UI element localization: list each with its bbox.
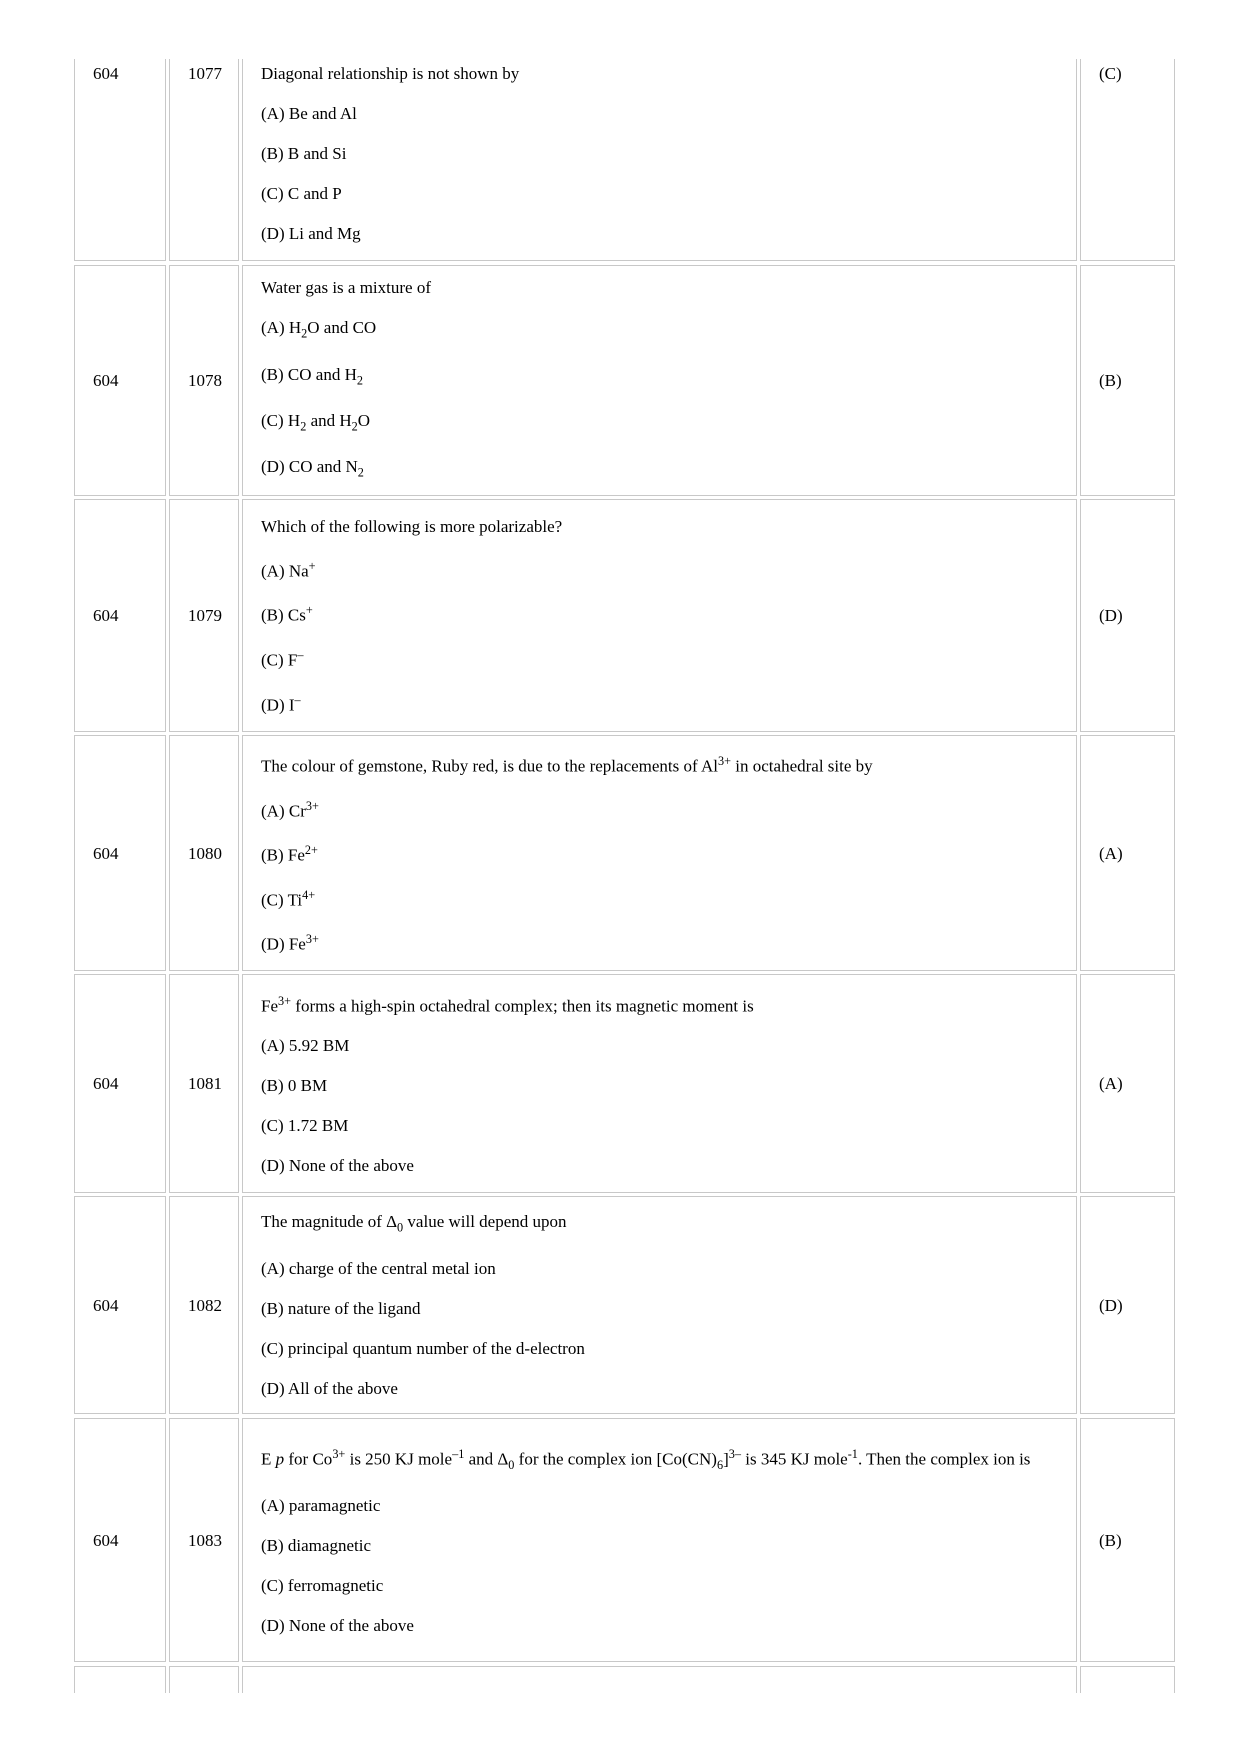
subscript: 2 (301, 326, 308, 341)
answer-cell (1080, 265, 1175, 496)
text-run: (B) Cs (261, 606, 306, 625)
text-run: and Δ (464, 1449, 509, 1469)
question-number: 1078 (188, 371, 222, 390)
text-run: (A) Cr (261, 801, 306, 821)
answer-cell (1080, 499, 1175, 732)
text-run: (D) CO and N (261, 457, 358, 477)
option-text (261, 1338, 585, 1359)
subscript: 0 (508, 1458, 515, 1473)
text-run: (D) I (261, 695, 295, 715)
question-cell (242, 974, 1077, 1193)
paper-code: 604 (93, 1295, 119, 1315)
option-text (261, 364, 363, 391)
text-run: (B) CO and H (261, 364, 357, 384)
text-run: Which of the following is more polarizable? (261, 516, 563, 536)
option-text (261, 1035, 349, 1056)
question-number: 1083 (188, 1530, 222, 1550)
superscript: – (297, 648, 304, 662)
text-run: (D) Fe (261, 935, 306, 955)
paper-code-cell (74, 59, 166, 261)
superscript: 3– (728, 1446, 741, 1461)
text-run: Diagonal relationship is not shown by (261, 64, 520, 83)
option-text (261, 796, 319, 822)
option-text (261, 456, 364, 483)
answer-cell (1080, 974, 1175, 1193)
superscript: 3+ (305, 798, 319, 813)
paper-code-cell (74, 1418, 166, 1662)
text-run: Water gas is a mixture of (261, 278, 431, 298)
paper-code: 604 (93, 606, 119, 625)
question-cell (242, 1666, 1077, 1693)
question-text (261, 991, 754, 1017)
question-number-cell (169, 499, 239, 732)
text-run: (D) None of the above (261, 1156, 414, 1176)
question-cell (242, 1196, 1077, 1414)
text-run: (A) charge of the central metal ion (261, 1258, 496, 1278)
question-cell (242, 59, 1077, 261)
question-number: 1077 (188, 64, 222, 83)
question-cell (242, 265, 1077, 496)
superscript: –1 (452, 1446, 465, 1461)
answer-key: (C) (1099, 64, 1122, 83)
subscript: 2 (356, 373, 363, 387)
option-text (261, 410, 370, 437)
answer-cell (1080, 59, 1175, 261)
question-number-cell (169, 735, 239, 971)
option-text (261, 840, 318, 866)
text-run: (A) Na (261, 561, 309, 581)
option-text (261, 600, 313, 626)
option-text (261, 1298, 421, 1319)
text-run: and H (306, 411, 352, 430)
option-text (261, 103, 357, 124)
paper-code-cell (74, 735, 166, 971)
subscript: 2 (300, 419, 307, 434)
table-row-partial (0, 1666, 1240, 1693)
option-text (261, 183, 342, 204)
table-row (0, 1196, 1240, 1414)
subscript: 2 (351, 419, 358, 434)
option-text (261, 1258, 496, 1279)
table-row (0, 499, 1240, 732)
text-run: value will depend upon (403, 1212, 567, 1232)
text-run: for the complex ion [Co(CN) (514, 1449, 717, 1469)
question-cell (242, 1418, 1077, 1662)
question-text (261, 277, 431, 298)
option-text (261, 885, 315, 911)
question-number: 1080 (188, 843, 222, 863)
option-text (261, 1535, 371, 1556)
text-run: is 345 KJ mole (741, 1449, 848, 1469)
paper-code-cell (74, 1666, 166, 1693)
question-cell (242, 499, 1077, 732)
superscript: 3+ (332, 1446, 346, 1461)
subscript: 2 (357, 465, 364, 480)
superscript: 2+ (304, 843, 318, 858)
question-number: 1082 (188, 1295, 222, 1315)
paper-code: 604 (93, 64, 119, 83)
superscript: 3+ (718, 753, 732, 768)
text-run: (C) C and P (261, 184, 342, 203)
question-text (261, 1211, 567, 1238)
table-row (0, 265, 1240, 496)
option-text (261, 223, 361, 244)
text-run: (A) 5.92 BM (261, 1036, 350, 1056)
question-number: 1081 (188, 1074, 222, 1093)
text-run: (B) B and Si (261, 144, 347, 163)
subscript: 6 (716, 1458, 724, 1473)
superscript: -1 (847, 1446, 858, 1461)
paper-code-cell (74, 974, 166, 1193)
question-number-cell (169, 1666, 239, 1693)
text-run: (A) H (261, 318, 302, 338)
superscript: + (308, 558, 316, 573)
paper-code: 604 (93, 371, 119, 390)
option-text (261, 690, 301, 716)
answer-cell (1080, 735, 1175, 971)
question-number-cell (169, 265, 239, 496)
option-text (261, 1495, 380, 1516)
table-row (0, 59, 1240, 261)
text-run: O and CO (307, 318, 377, 338)
option-text (261, 556, 316, 582)
question-number: 1079 (188, 606, 222, 625)
option-text (261, 1115, 348, 1136)
question-number-cell (169, 974, 239, 1193)
text-run: The magnitude of Δ (261, 1212, 398, 1232)
answer-cell (1080, 1418, 1175, 1662)
text-run: O (357, 411, 371, 430)
option-text (261, 1378, 398, 1399)
text-run: (B) Fe (261, 845, 305, 865)
paper-code: 604 (93, 1074, 119, 1093)
answer-key: (D) (1099, 1295, 1123, 1315)
question-text (261, 1444, 1030, 1476)
answer-key: (B) (1099, 371, 1122, 390)
option-text (261, 1575, 383, 1596)
question-text (261, 516, 562, 537)
option-text (261, 1155, 414, 1176)
text-run: . Then the complex ion is (857, 1449, 1031, 1469)
table-row (0, 974, 1240, 1193)
text-run: in octahedral site by (731, 756, 873, 776)
text-run: (C) H (261, 411, 301, 430)
superscript: – (294, 692, 301, 707)
answer-key: (D) (1099, 606, 1123, 625)
option-text (261, 645, 304, 671)
option-text (261, 143, 346, 164)
option-text (261, 929, 319, 955)
question-cell (242, 735, 1077, 971)
text-run: (D) None of the above (261, 1616, 414, 1636)
question-text (261, 751, 873, 777)
italic-text: p (275, 1449, 285, 1469)
table-row (0, 735, 1240, 971)
question-number-cell (169, 1418, 239, 1662)
superscript: 4+ (302, 887, 316, 902)
text-run: (C) principal quantum number of the d-electron (261, 1338, 585, 1358)
table-row (0, 1418, 1240, 1662)
superscript: + (305, 603, 313, 618)
text-run: ] (723, 1449, 729, 1469)
paper-code: 604 (93, 843, 119, 863)
text-run: (D) All of the above (261, 1378, 398, 1398)
answer-key: (A) (1099, 1074, 1123, 1093)
paper-code: 604 (93, 1530, 119, 1550)
text-run: (C) Ti (261, 890, 303, 910)
answer-key: (A) (1099, 843, 1123, 863)
text-run: (C) F (261, 650, 298, 670)
text-run: (C) ferromagnetic (261, 1576, 384, 1596)
question-number-cell (169, 59, 239, 261)
superscript: 3+ (305, 932, 319, 947)
answer-cell (1080, 1666, 1175, 1693)
option-text (261, 1615, 414, 1636)
paper-code-cell (74, 1196, 166, 1414)
option-text (261, 1075, 327, 1096)
text-run: (B) diamagnetic (261, 1536, 371, 1556)
subscript: 0 (397, 1220, 404, 1235)
paper-code-cell (74, 265, 166, 496)
text-run: for Co (284, 1449, 333, 1469)
text-run: (B) 0 BM (261, 1076, 328, 1096)
question-number-cell (169, 1196, 239, 1414)
superscript: 3+ (278, 993, 292, 1008)
text-run: (D) Li and Mg (261, 224, 361, 243)
text-run: (A) paramagnetic (261, 1496, 381, 1516)
question-text (261, 63, 519, 84)
text-run: Fe (261, 996, 278, 1016)
text-run: The colour of gemstone, Ruby red, is due to the replacements of Al (261, 756, 718, 776)
answer-key: (B) (1099, 1530, 1122, 1550)
paper-code-cell (74, 499, 166, 732)
text-run: (B) nature of the ligand (261, 1298, 421, 1318)
text-run: forms a high-spin octahedral complex; then its magnetic moment is (291, 996, 754, 1016)
text-run: (C) 1.72 BM (261, 1116, 349, 1136)
answer-cell (1080, 1196, 1175, 1414)
option-text (261, 317, 376, 344)
text-run: is 250 KJ mole (345, 1449, 453, 1469)
text-run: (A) Be and Al (261, 104, 357, 123)
text-run: E (261, 1449, 276, 1469)
